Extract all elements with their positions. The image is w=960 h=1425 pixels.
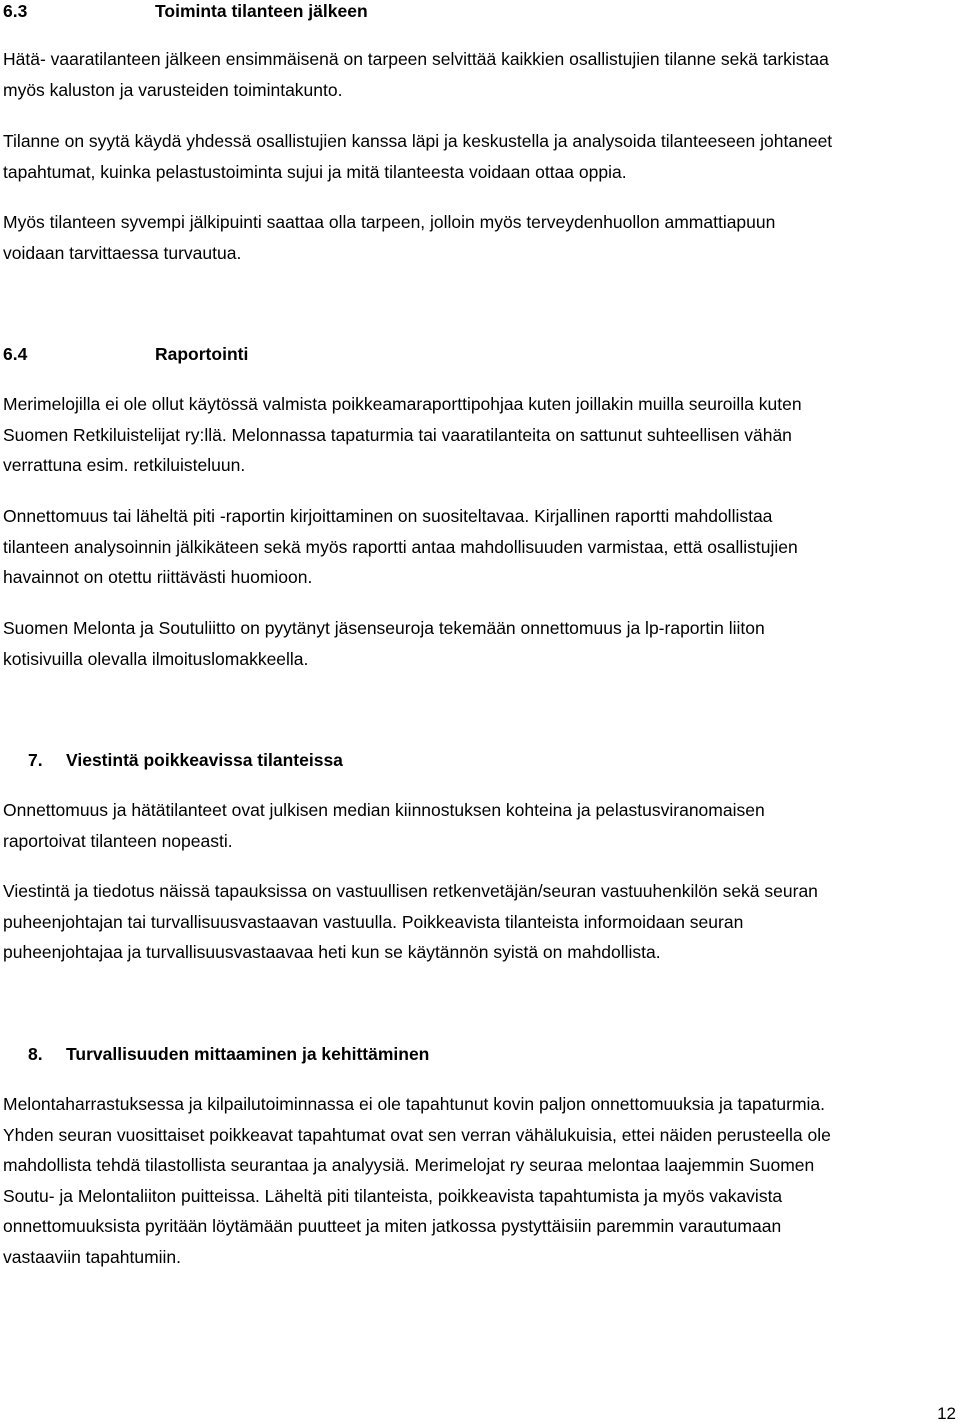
text-line: tapahtumat, kuinka pelastustoiminta sujui ja mitä tilanteesta voidaan ottaa oppia. xyxy=(3,161,627,182)
text-line: Soutu- ja Melontaliiton puitteissa. Läheltä piti tilanteista, poikkeavista tapahtumista ja myös vakavista xyxy=(3,1185,783,1206)
text-line: Hätä- vaaratilanteen jälkeen ensimmäisenä on tarpeen selvittää kaikkien osallistujien tilanne sekä tarkistaa xyxy=(3,49,829,69)
section-number: 6.4 xyxy=(3,344,28,364)
text-line: havainnot on otettu riittävästi huomioon. xyxy=(3,567,313,587)
paragraph xyxy=(3,126,955,187)
paragraph xyxy=(3,389,955,481)
text-line: mahdollista tehdä tilastollista seurantaa ja analyysiä. Merimelojat ry seuraa melontaa laajemmin Suomen xyxy=(3,1155,815,1175)
paragraph xyxy=(3,613,955,674)
text-line: puheenjohtajan tai turvallisuusvastaavan vastuulla. Poikkeavista tilanteista informoidaan seuran xyxy=(3,911,744,932)
text-line: myös kaluston ja varusteiden toimintakunto. xyxy=(3,79,343,100)
section-title: Toiminta tilanteen jälkeen xyxy=(155,1,368,21)
text-line: Suomen Retkiluistelijat ry:llä. Melonnassa tapaturmia tai vaaratilanteita on sattunut suhteellisen vähän xyxy=(3,424,792,445)
text-line: Suomen Melonta ja Soutuliitto on pyytänyt jäsenseuroja tekemään onnettomuus ja lp-raportin liiton xyxy=(3,618,765,638)
text-line: kotisivuilla olevalla ilmoituslomakkeella. xyxy=(3,648,309,669)
section-title: Raportointi xyxy=(155,344,249,364)
text-line: puheenjohtajaa ja turvallisuusvastaavaa heti kun se käytännön syistä on mahdollista. xyxy=(3,942,661,962)
text-line: Tilanne on syytä käydä yhdessä osallistujien kanssa läpi ja keskustella ja analysoida tilanteeseen johtaneet xyxy=(3,131,833,151)
text-line: Myös tilanteen syvempi jälkipuinti saattaa olla tarpeen, jolloin myös terveydenhuollon ammattiapuun xyxy=(3,212,776,232)
text-line: verrattuna esim. retkiluisteluun. xyxy=(3,455,246,475)
text-line: Onnettomuus ja hätätilanteet ovat julkisen median kiinnostuksen kohteina ja pelastusviranomaisen xyxy=(3,800,765,820)
text-line: Onnettomuus tai läheltä piti -raportin kirjoittaminen on suositeltavaa. Kirjallinen raportti mahdollistaa xyxy=(3,506,773,526)
section-title: Turvallisuuden mittaaminen ja kehittäminen xyxy=(66,1044,430,1064)
section-number: 6.3 xyxy=(3,1,28,21)
section-number: 7. xyxy=(28,750,43,770)
page-number: 12 xyxy=(937,1404,956,1423)
text-line: Viestintä ja tiedotus näissä tapauksissa on vastuullisen retkenvetäjän/seuran vastuuhenkilön sekä seuran xyxy=(3,881,818,901)
paragraph xyxy=(3,1089,955,1272)
text-line: onnettomuuksista pyritään löytämään puutteet ja miten jatkossa pystyttäisiin paremmin varautumaan xyxy=(3,1216,782,1236)
paragraph xyxy=(3,501,955,593)
text-line: raportoivat tilanteen nopeasti. xyxy=(3,830,233,851)
text-line: Yhden seuran vuosittaiset poikkeavat tapahtumat ovat sen verran vähälukuisia, ettei näiden perusteella ole xyxy=(3,1124,831,1145)
text-line: tilanteen analysoinnin jälkikäteen sekä myös raportti antaa mahdollisuuden varmistaa, että osallistujien xyxy=(3,536,798,557)
text-line: Merimelojilla ei ole ollut käytössä valmista poikkeamaraporttipohjaa kuten joillakin muilla seuroilla kuten xyxy=(3,394,802,414)
text-line: vastaaviin tapahtumiin. xyxy=(3,1246,182,1267)
section-title: Viestintä poikkeavissa tilanteissa xyxy=(66,750,343,770)
text-line: Melontaharrastuksessa ja kilpailutoiminnassa ei ole tapahtunut kovin paljon onnettomuuksia ja tapaturmia. xyxy=(3,1094,826,1114)
paragraph xyxy=(3,795,955,856)
paragraph xyxy=(3,207,955,268)
section-number: 8. xyxy=(28,1044,43,1064)
text-line: voidaan tarvittaessa turvautua. xyxy=(3,242,242,263)
paragraph xyxy=(3,876,955,968)
paragraph xyxy=(3,44,955,105)
